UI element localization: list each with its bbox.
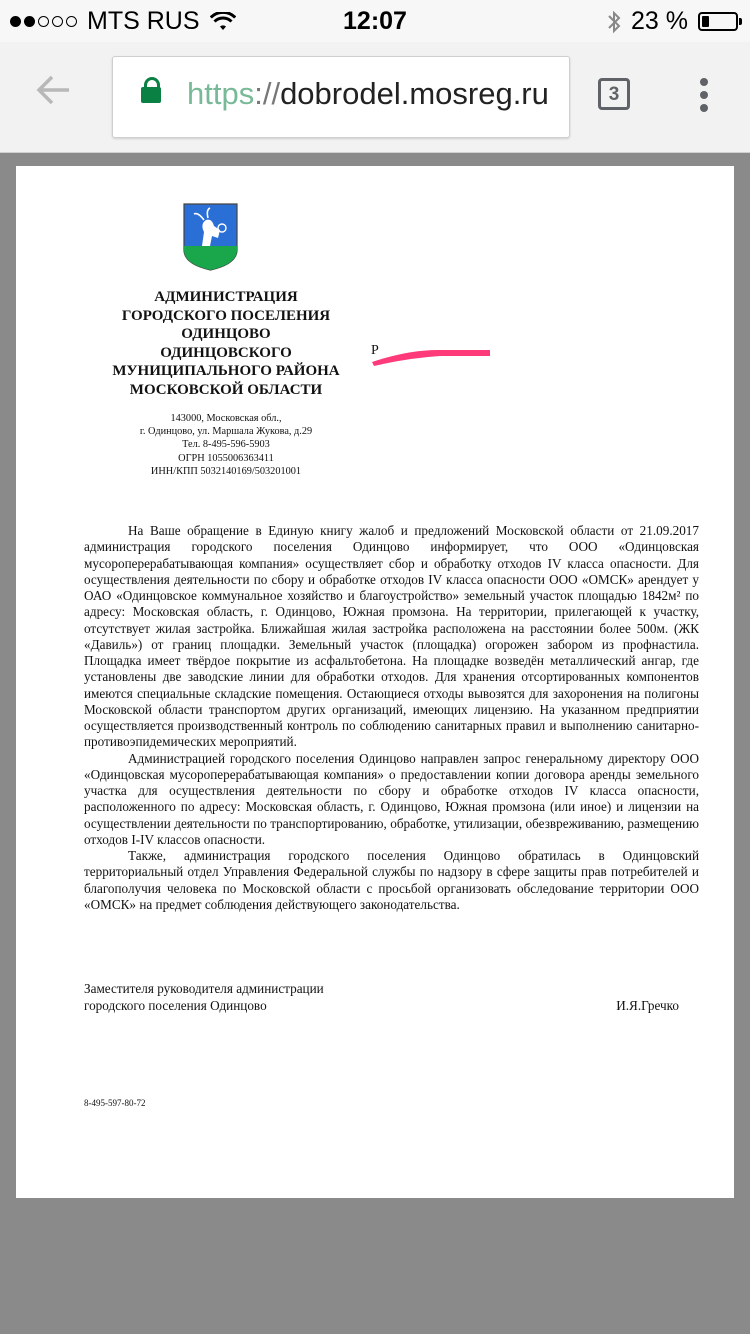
battery-fill [702,16,709,27]
url-scheme: https [187,76,255,111]
footer-phone: 8-495-597-80-72 [84,1098,146,1108]
organization-header [76,288,376,399]
browser-toolbar [0,42,750,153]
paragraph: Администрацией городского поселения Одинцово направлен запрос генеральному директору ООО «Одинцовская мусороперерабатывающая компания» о предоставлении копии договора аренды земельного участка для осуществления деятельности по сбору и обработке отходов IV класса опасности, расположенного по адресу: Московская область, г. Одинцово, Южная промзона (или иное) и лицензии на осуществлении деятельности по транспортированию, обработке, утилизации, обезвреживанию, размещению отходов I-IV классов опасности. [84,750,699,847]
document-page [16,166,734,1198]
tab-switcher-button[interactable]: 3 [598,78,630,110]
battery-icon [698,12,738,31]
status-bar [0,0,750,42]
address-line: 143000, Московская обл., [170,413,282,424]
signature-name: И.Я.Гречко [616,998,679,1013]
org-line: МОСКОВСКОЙ ОБЛАСТИ [129,381,323,398]
lock-icon [141,87,161,103]
arrow-left-icon[interactable] [36,72,70,112]
org-line: МУНИЦИПАЛЬНОГО РАЙОНА [112,363,340,379]
redaction-mark [368,336,498,372]
address-line: г. Одинцово, ул. Маршала Жукова, д.29 [139,426,313,438]
carrier-name: MTS RUS [87,7,200,35]
signature-title-line: городского поселения Одинцово [84,998,267,1013]
address-line: ИНН/КПП 5032140169/503201001 [150,465,302,477]
recipient-fragment: Р [371,343,379,358]
coat-of-arms-icon [182,202,239,272]
org-line: ОДИНЦОВО [181,326,271,342]
address-line: Тел. 8-495-596-5903 [182,439,270,451]
url-separator: :// [254,76,281,111]
url-host: dobrodel.mosreg.ru [280,76,549,111]
org-line: АДМИНИСТРАЦИЯ [154,289,298,305]
signature-block [84,980,679,1014]
more-vert-icon[interactable] [700,78,710,117]
battery-percent: 23 % [631,7,688,35]
org-line: ОДИНЦОВСКОГО [160,344,292,361]
url-text[interactable] [187,76,549,112]
status-right-group [607,7,738,36]
org-line: ГОРОДСКОГО ПОСЕЛЕНИЯ [121,307,331,324]
bluetooth-icon [607,10,621,34]
letter-body [84,523,699,913]
status-time: 12:07 [343,7,407,35]
signature-title-line: Заместителя руководителя администрации [84,981,324,996]
address-bar[interactable] [112,56,570,138]
paragraph: На Ваше обращение в Единую книгу жалоб и предложений Московской области от 21.09.2017 администрация городского поселения Одинцово информирует, что ООО «Одинцовская мусороперерабатывающая компания» осуществляет сбор и обработку отходов IV класса опасности. Для осуществления деятельности по сбору и обработке отходов IV класса опасности ООО «ОМСК» арендует у ОАО «Одинцовское коммунальное хозяйство и благоустройство» земельный участок площадью 1842м² по адресу: Московская область, г. Одинцово, Южная промзона. На территории, прилегающей к участку, отсутствует жилая застройка. Ближайшая жилая застройка расположена на расстоянии более 500м. (ЖК «Давиль») от границ площадки. Земельный участок (площадка) огорожен забором из профнастила. Площадка имеет твёрдое покрытие из асфальтобетона. На площадке возведён металлический ангар, где установлены две заводские линии для обработки отходов. Для хранения отсортированных компонентов имеются специальные складские помещения. Остающиеся отходы вывозятся для захоронения на полигоны Московской области транспортом других организаций, имеющих лицензию. На указанном предприятии осуществляется производственный контроль по соблюдению санитарных правил и выполнению санитарно-противоэпидемических мероприятий. [84,523,699,750]
organization-address [76,412,376,478]
paragraph: Также, администрация городского поселения Одинцово обратилась в Одинцовский территориальный отдел Управления Федеральной службы по надзору в сфере защиты прав потребителей и благополучия человека по Московской области с просьбой организовать обследование территории ООО «ОМСК» на предмет соблюдения действующего законодательства. [84,848,699,912]
address-line: ОГРН 1055006363411 [178,452,274,464]
